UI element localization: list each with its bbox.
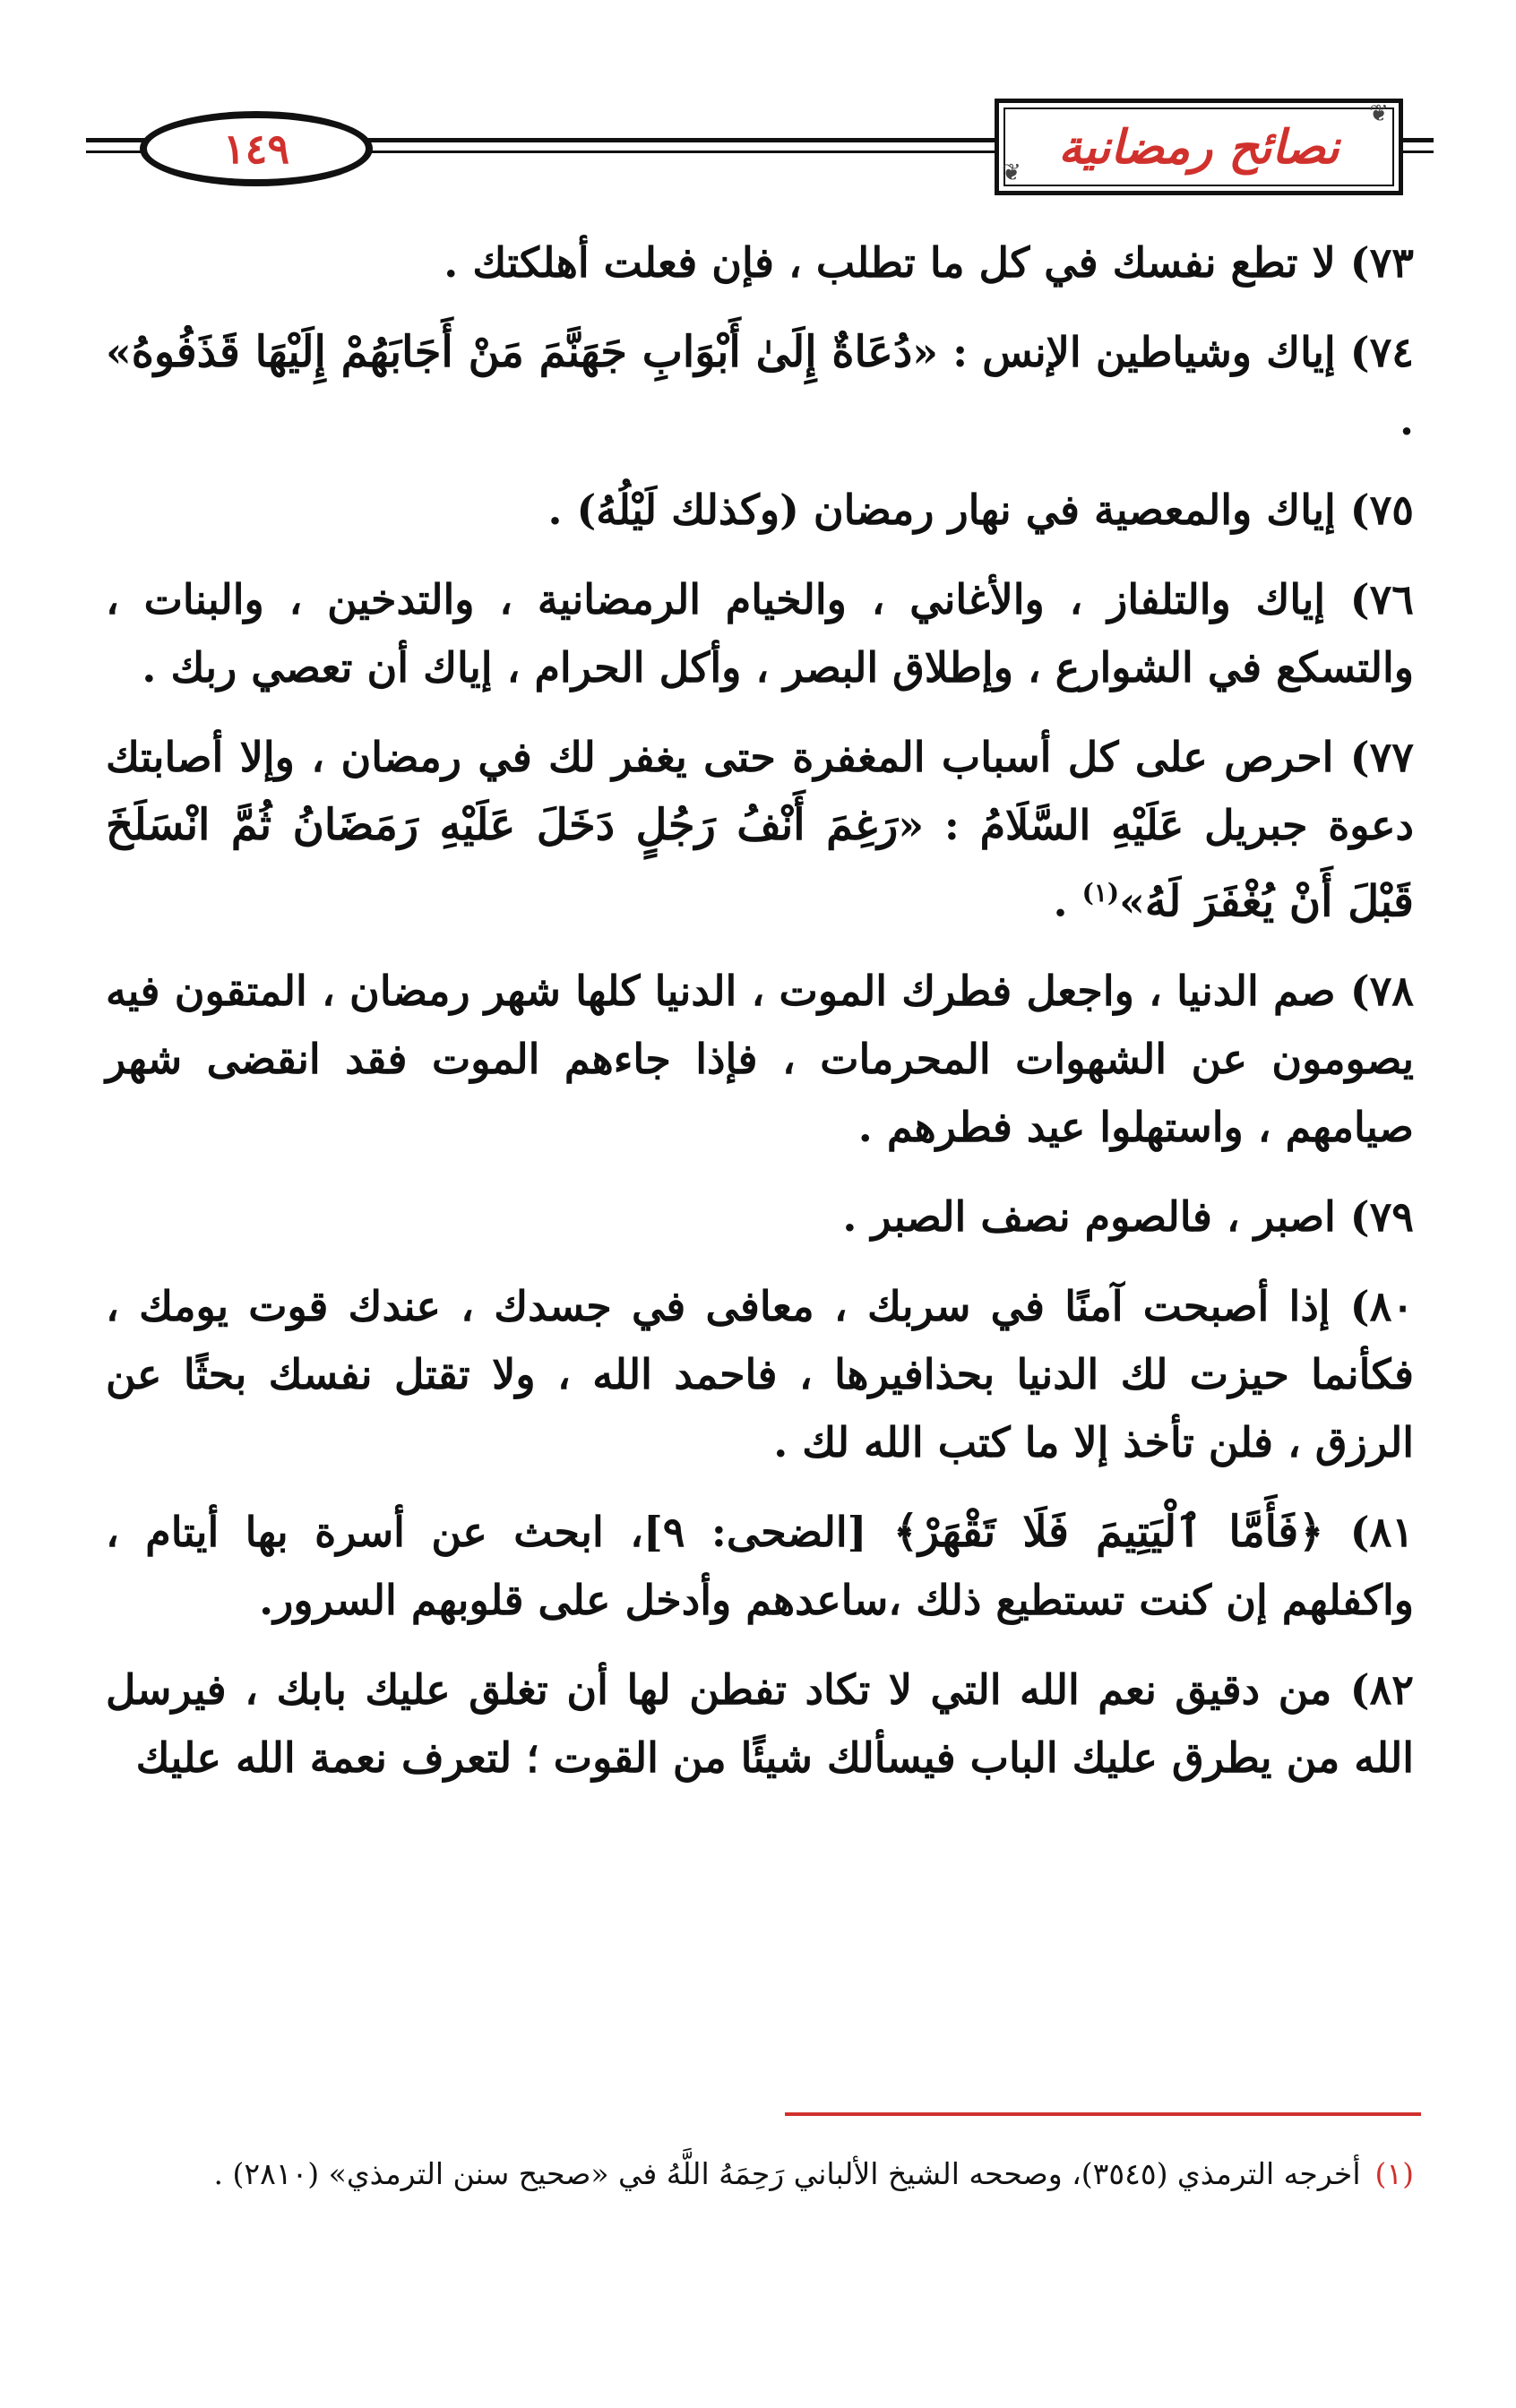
advice-item-80: [106, 1272, 1414, 1476]
advice-item-82: [106, 1656, 1414, 1792]
advice-item-74: [106, 318, 1414, 454]
footnote-reference: (١): [1081, 878, 1120, 907]
item-text: ٧٦) إياك والتلفاز ، والأغاني ، والخيام الرمضانية ، والتدخين ، والبنات ، والتسكع في الشوارع ، وإطلاق البصر ، وأكل الحرام ، إياك أن تعصي ربك .: [106, 575, 1414, 692]
item-lead: ٨١): [1323, 1508, 1414, 1557]
footnote-divider: [785, 2112, 1421, 2116]
item-text: ٨٢) من دقيق نعم الله التي لا تكاد تفطن لها أن تغلق عليك بابك ، فيرسل الله من يطرق عليك الباب فيسألك شيئًا من القوت ؛ لتعرف نعمة الله عليك: [106, 1665, 1414, 1783]
advice-item-79: [106, 1182, 1414, 1251]
page-header: [86, 97, 1434, 204]
footnote: [106, 2154, 1414, 2194]
item-tail: »: [1119, 877, 1145, 926]
item-tail: » .: [106, 328, 1414, 444]
advice-item-73: [106, 228, 1414, 297]
advice-item-76: [106, 565, 1414, 701]
page-body: [106, 228, 1414, 1813]
book-title-box: [995, 99, 1403, 195]
item-text: ٧٨) صم الدنيا ، واجعل فطرك الموت ، الدنيا كلها شهر رمضان ، المتقون فيه يصومون عن الشهوات المحرمات ، فإذا جاءهم الموت فقد انقضى شهر صيامهم ، واستهلوا عيد فطرهم .: [106, 967, 1414, 1152]
item-tail: [الضحى: ٩]، ابحث عن أسرة بها أيتام ، واكفلهم إن كنت تستطيع ذلك ،ساعدهم وأدخل على قلوبهم السرور.: [106, 1508, 1414, 1625]
item-lead: ٧٤) إياك وشياطين الإنس : «: [912, 328, 1414, 376]
item-text: ٧٩) اصبر ، فالصوم نصف الصبر .: [842, 1192, 1414, 1242]
quran-verse: ﴿فَأَمَّا ٱلْيَتِيمَ فَلَا تَقْهَرْ﴾: [892, 1507, 1324, 1558]
advice-item-77: [106, 723, 1414, 935]
advice-item-78: [106, 957, 1414, 1161]
item-text: ٧٣) لا تطع نفسك في كل ما تطلب ، فإن فعلت أهلكتك .: [444, 238, 1414, 287]
corner-ornament-icon: ❦: [1369, 100, 1389, 127]
page-number-oval: [140, 111, 373, 186]
item-text: ٧٥) إياك والمعصية في نهار رمضان (وكذلك لَيْلُهُ) .: [547, 486, 1414, 534]
item-lead: ٧٧) احرص على كل أسباب المغفرة حتى يغفر لك في رمضان ، وإلا أصابتك دعوة جبريل عَلَيْهِ السَّلَامُ : «: [106, 733, 1414, 849]
item-text: ٨٠) إذا أصبحت آمنًا في سربك ، معافى في جسدك ، عندك قوت يومك ، فكأنما حيزت لك الدنيا بحذافيرها ، فاحمد الله ، ولا تقتل نفسك بحثًا عن الرزق ، فلن تأخذ إلا ما كتب الله لك .: [106, 1282, 1414, 1467]
hadith-quote: رَغِمَ أَنْفُ رَجُلٍ دَخَلَ عَلَيْهِ رَمَضَانُ ثُمَّ انْسَلَخَ قَبْلَ أَنْ يُغْفَرَ لَهُ: [106, 800, 1414, 927]
page-number: ١٤٩: [222, 125, 290, 173]
advice-item-75: [106, 476, 1414, 544]
hadith-quote: دُعَاةٌ إِلَىٰ أَبْوَابِ جَهَنَّمَ مَنْ أَجَابَهُمْ إِلَيْهَا قَذَفُوهُ: [131, 327, 913, 377]
footnote-text: أخرجه الترمذي (٣٥٤٥)، وصححه الشيخ الألباني رَحِمَهُ اللَّهُ في «صحيح سنن الترمذي» (٢٨١٠) .: [213, 2156, 1361, 2191]
footnote-marker: (١): [1374, 2156, 1414, 2191]
book-title: نصائح رمضانية: [1058, 119, 1339, 175]
item-end: .: [1053, 877, 1082, 926]
corner-ornament-icon: ❦: [1002, 159, 1021, 186]
advice-item-81: [106, 1498, 1414, 1634]
